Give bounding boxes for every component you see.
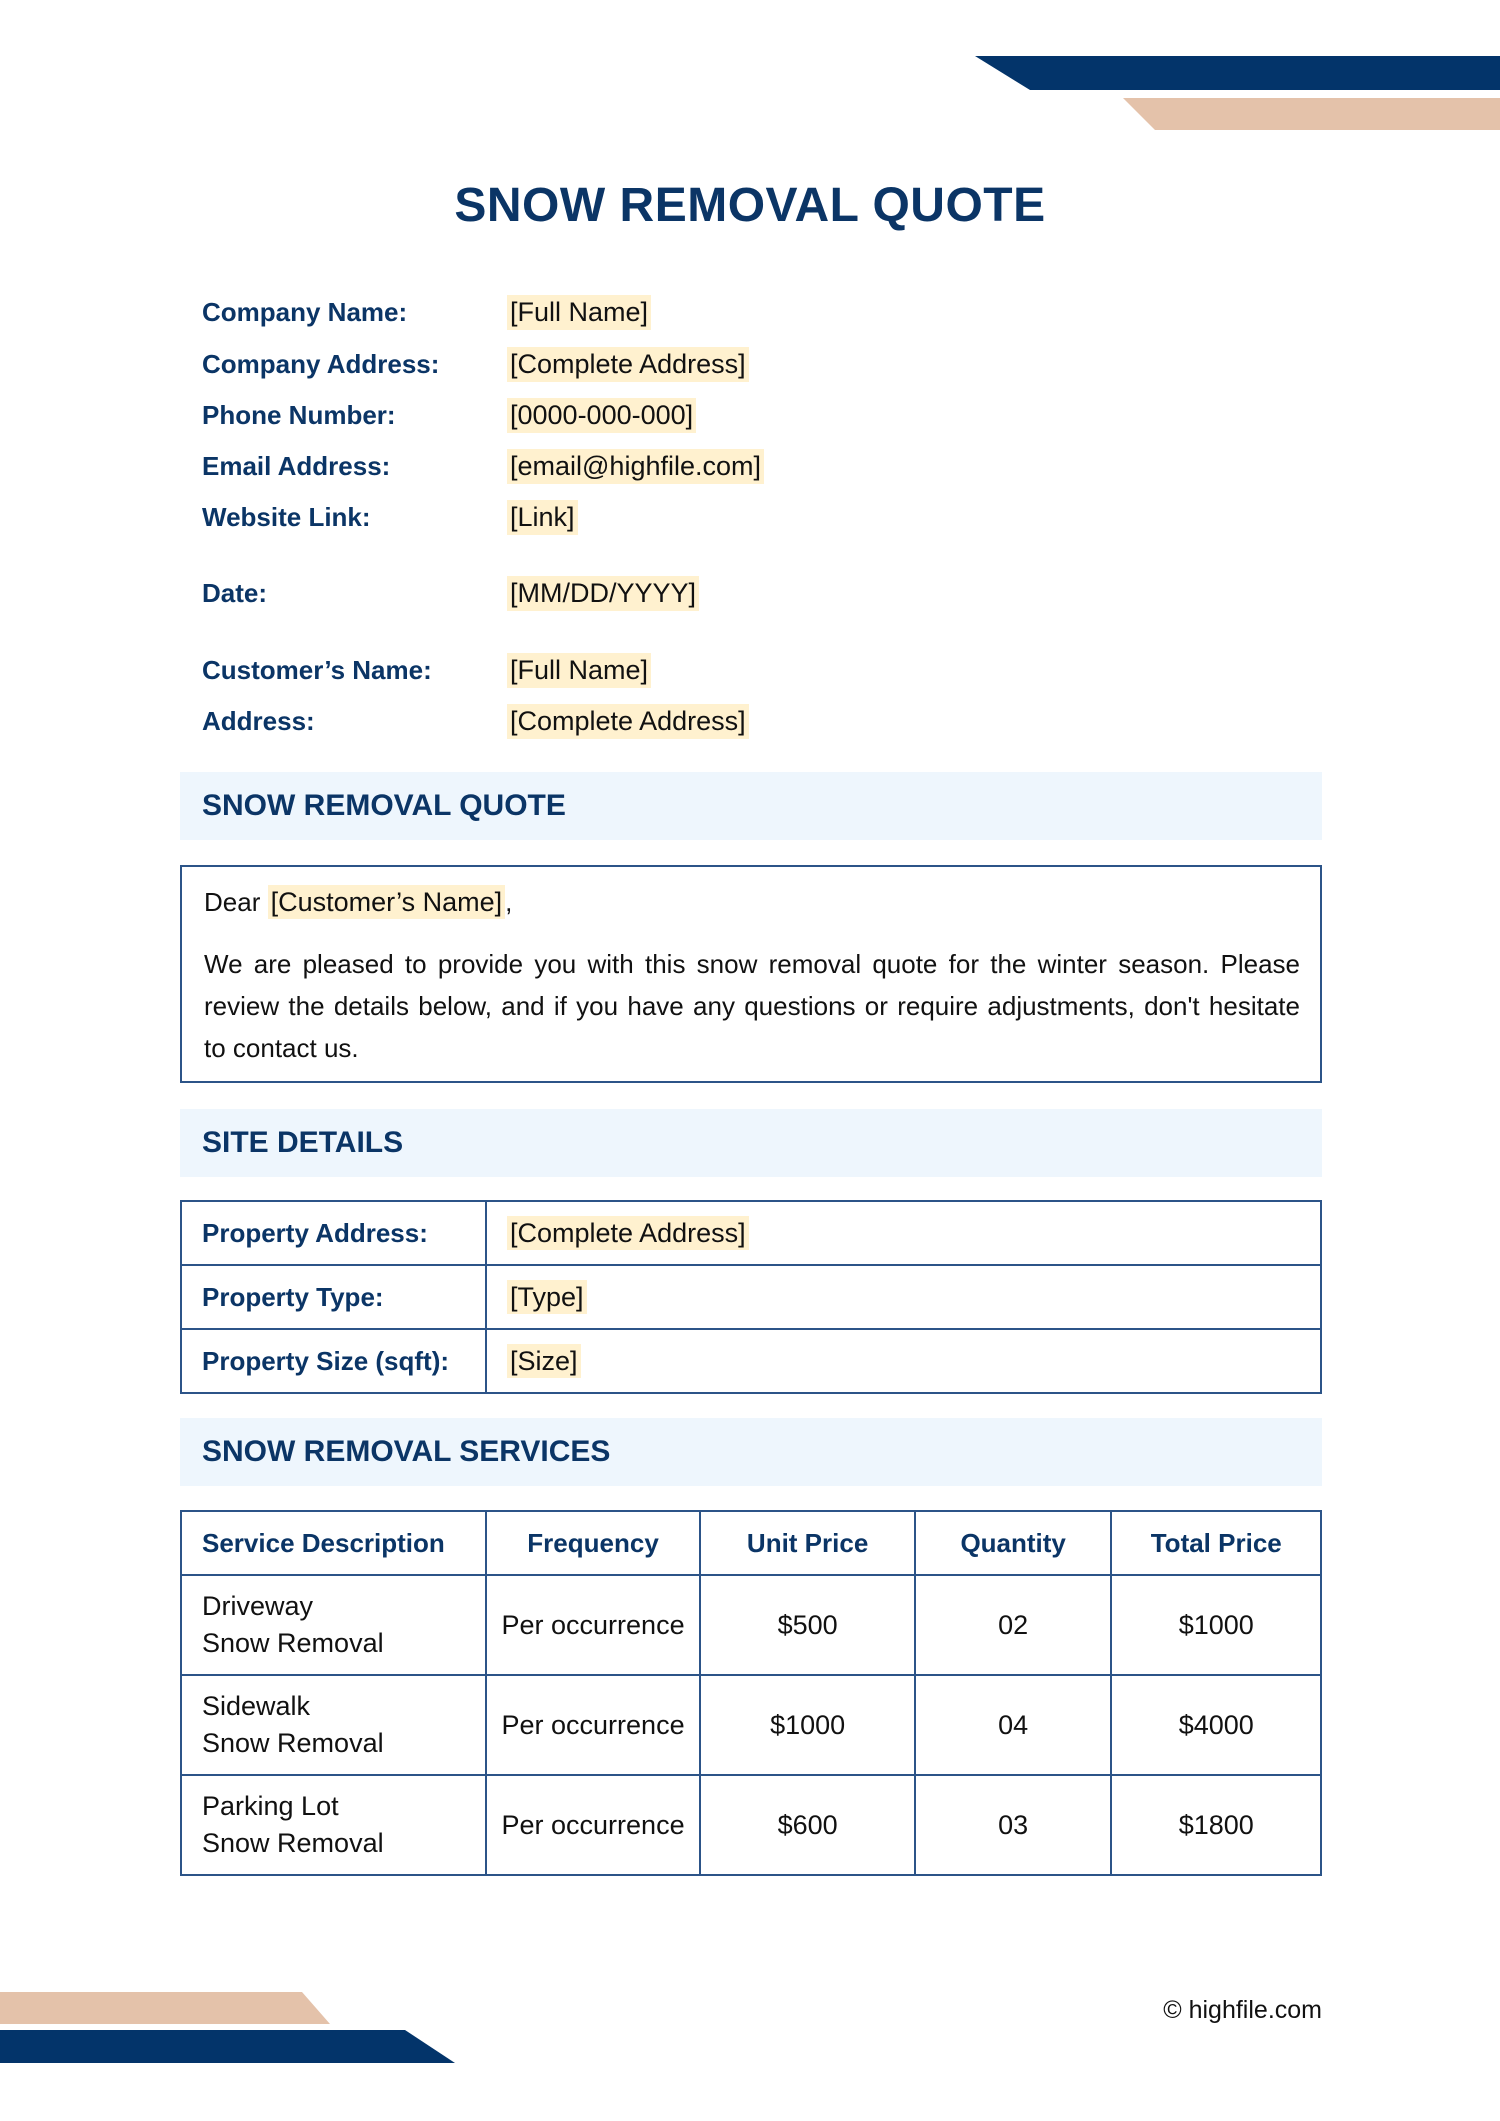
column-header: Unit Price <box>700 1511 914 1575</box>
service-unit-price: $600 <box>700 1775 914 1875</box>
site-row-value-cell <box>486 1329 1321 1393</box>
phone-number-label: Phone Number: <box>202 399 396 430</box>
company-address-label: Company Address: <box>202 348 440 379</box>
service-total-price: $1000 <box>1111 1575 1321 1675</box>
navy-stripe <box>975 56 1500 90</box>
site-row-value-cell <box>486 1265 1321 1329</box>
letter-body: We are pleased to provide you with this snow removal quote for the winter season. Please review the details below, and if you have any questions or require adjustments, don't hesitate to contact us. <box>204 949 1300 1063</box>
email-address-value: [email@highfile.com] <box>507 449 764 484</box>
customer-name-label: Customer’s Name: <box>202 654 432 685</box>
navy-stripe <box>0 2030 455 2063</box>
service-unit-price: $500 <box>700 1575 914 1675</box>
company-name-label: Company Name: <box>202 296 408 327</box>
service-frequency: Per occurrence <box>486 1575 701 1675</box>
site-row <box>181 1201 1321 1265</box>
service-frequency: Per occurrence <box>486 1775 701 1875</box>
website-link-label: Website Link: <box>202 501 371 532</box>
site-details-table <box>180 1200 1322 1394</box>
service-quantity: 03 <box>915 1775 1112 1875</box>
section-heading-quote: SNOW REMOVAL QUOTE <box>180 772 1322 840</box>
section-heading-services: SNOW REMOVAL SERVICES <box>180 1418 1322 1486</box>
greeting-suffix: , <box>505 887 513 917</box>
company-name-value: [Full Name] <box>507 295 651 330</box>
service-description: Driveway Snow Removal <box>181 1575 486 1675</box>
greeting-prefix: Dear <box>204 887 268 917</box>
service-unit-price: $1000 <box>700 1675 914 1775</box>
column-header: Frequency <box>486 1511 701 1575</box>
site-row-value: [Size] <box>507 1344 581 1378</box>
service-description: Sidewalk Snow Removal <box>181 1675 486 1775</box>
document-title: SNOW REMOVAL QUOTE <box>454 179 1046 232</box>
service-quantity: 02 <box>915 1575 1112 1675</box>
service-quantity: 04 <box>915 1675 1112 1775</box>
customer-address-value: [Complete Address] <box>507 704 749 739</box>
site-row-label: Property Type: <box>181 1265 486 1329</box>
peach-stripe <box>1123 98 1500 130</box>
site-row-value-cell <box>486 1201 1321 1265</box>
bottom-left-decoration <box>0 1990 530 2066</box>
site-row-label: Property Size (sqft): <box>181 1329 486 1393</box>
service-row <box>181 1775 1321 1875</box>
date <box>202 573 1102 613</box>
service-total-price: $4000 <box>1111 1675 1321 1775</box>
date-label: Date: <box>202 577 268 608</box>
site-row-value: [Type] <box>507 1280 587 1314</box>
service-total-price: $1800 <box>1111 1775 1321 1875</box>
column-header: Service Description <box>181 1511 486 1575</box>
site-row <box>181 1329 1321 1393</box>
email-address-label: Email Address: <box>202 450 391 481</box>
service-row <box>181 1675 1321 1775</box>
customer-address-label: Address: <box>202 705 315 736</box>
website-link <box>202 497 1102 537</box>
footer-copyright: © highfile.com <box>1163 1996 1322 2024</box>
services-header-row <box>181 1511 1321 1575</box>
customer-name <box>202 650 1102 690</box>
service-row <box>181 1575 1321 1675</box>
services-table <box>180 1510 1322 1876</box>
customer-name-value: [Full Name] <box>507 653 651 688</box>
top-right-decoration <box>975 56 1500 132</box>
phone-number-value: [0000-000-000] <box>507 398 696 433</box>
site-row-value: [Complete Address] <box>507 1216 749 1250</box>
website-link-value: [Link] <box>507 500 578 535</box>
greeting <box>204 881 1300 923</box>
service-frequency: Per occurrence <box>486 1675 701 1775</box>
service-description: Parking Lot Snow Removal <box>181 1775 486 1875</box>
customer-address <box>202 701 1102 741</box>
column-header: Quantity <box>915 1511 1112 1575</box>
quote-letter <box>180 865 1322 1083</box>
email-address <box>202 446 1102 486</box>
phone-number <box>202 395 1102 435</box>
column-header: Total Price <box>1111 1511 1321 1575</box>
customer-name-placeholder: [Customer’s Name] <box>268 885 506 919</box>
company-address <box>202 344 1102 384</box>
section-heading-site-details: SITE DETAILS <box>180 1109 1322 1177</box>
site-row-label: Property Address: <box>181 1201 486 1265</box>
date-value: [MM/DD/YYYY] <box>507 576 699 611</box>
site-row <box>181 1265 1321 1329</box>
peach-stripe <box>0 1992 330 2024</box>
company-name <box>202 292 1102 332</box>
company-address-value: [Complete Address] <box>507 347 749 382</box>
